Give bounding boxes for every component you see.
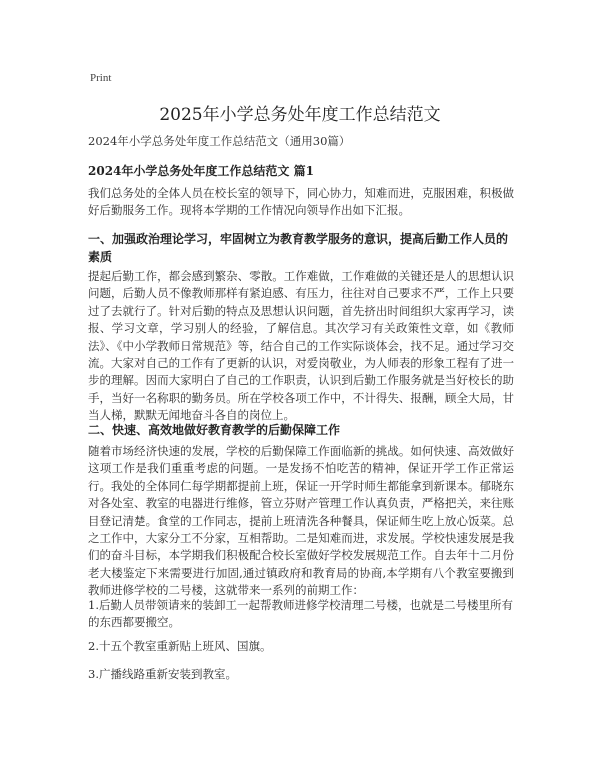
- part1-paragraph: 提起后勤工作，都会感到繁杂、零散。工作难做，工作难做的关键还是人的思想认识问题，后勤人员不像教师那样有紧迫感、有压力，往往对自己要求不严，工作上只要过了去就行了。针对后勤的特点及思想认识问题，首先挤出时间组织大家再学习，读报、学习文章，学习别人的经验，了解信息。其次学习有关政策性文章，如《教师法》、《中小学教师日常规范》等，结合自己的工作实际谈体会，找不足。通过学习交流。大家对自己的工作有了更新的认识，对爱岗敬业，为人师表的形象工程有了进一步的理解。因而大家明白了自己的工作职责，认识到后勤工作服务就是当好校长的助手，当好一名称职的勤务员。所在学校各项工作中，不计得失、报酬，顾全大局，甘当人梯，默默无闻地奋斗各自的岗位上。: [88, 269, 514, 423]
- list-item: 3.广播线路重新安装到教室。: [88, 667, 237, 681]
- page-title: 2025年小学总务处年度工作总结范文: [159, 105, 441, 125]
- intro-paragraph: 我们总务处的全体人员在校长室的领导下，同心协力，知难而进，克服困难，积极做好后勤服务工作。现将本学期的工作情况向领导作出如下汇报。: [88, 186, 514, 218]
- part2-heading: 二、快速、高效地做好教育教学的后勤保障工作: [88, 423, 341, 437]
- document-subtitle: 2024年小学总务处年度工作总结范文（通用30篇）: [88, 134, 351, 148]
- part1-heading: 一、加强政治理论学习，牢固树立为教育教学服务的意识，提高后勤工作人员的素质: [88, 232, 509, 264]
- list-item: 1.后勤人员带领请来的装卸工一起帮教师进修学校清理二号楼，也就是二号楼里所有的东西都要搬空。: [88, 598, 513, 630]
- print-link[interactable]: Print: [90, 72, 112, 84]
- list-item: 2.十五个教室重新贴上班风、国旗。: [88, 639, 272, 653]
- part2-paragraph: 随着市场经济快速的发展，学校的后勤保障工作面临新的挑战。如何快速、高效做好这项工作是我们重重考虑的问题。一是发扬不怕吃苦的精神，保证开学工作正常运行。我处的全体同仁每学期都提前上班，保证一开学时师生都能拿到新课本。郁晓东对各处室、教室的电器进行维修，管立芬财产管理工作认真负责，严格把关，来往账目登记清楚。食堂的工作同志，提前上班清洗各种餐具，保证师生吃上放心饭菜。总之工作中，大家分工不分家，互相帮助。二是知难而进，求发展。学校快速发展是我们的奋斗目标，本学期我们积极配合校长室做好学校发展规范工作。自去年十二月份老大楼鉴定下来需要进行加固,通过镇政府和教育局的协商,本学期有八个教室要搬到教师进修学校的二号楼，这就带来一系列的前期工作：: [88, 444, 514, 598]
- section-heading: 2024年小学总务处年度工作总结范文 篇1: [88, 164, 314, 178]
